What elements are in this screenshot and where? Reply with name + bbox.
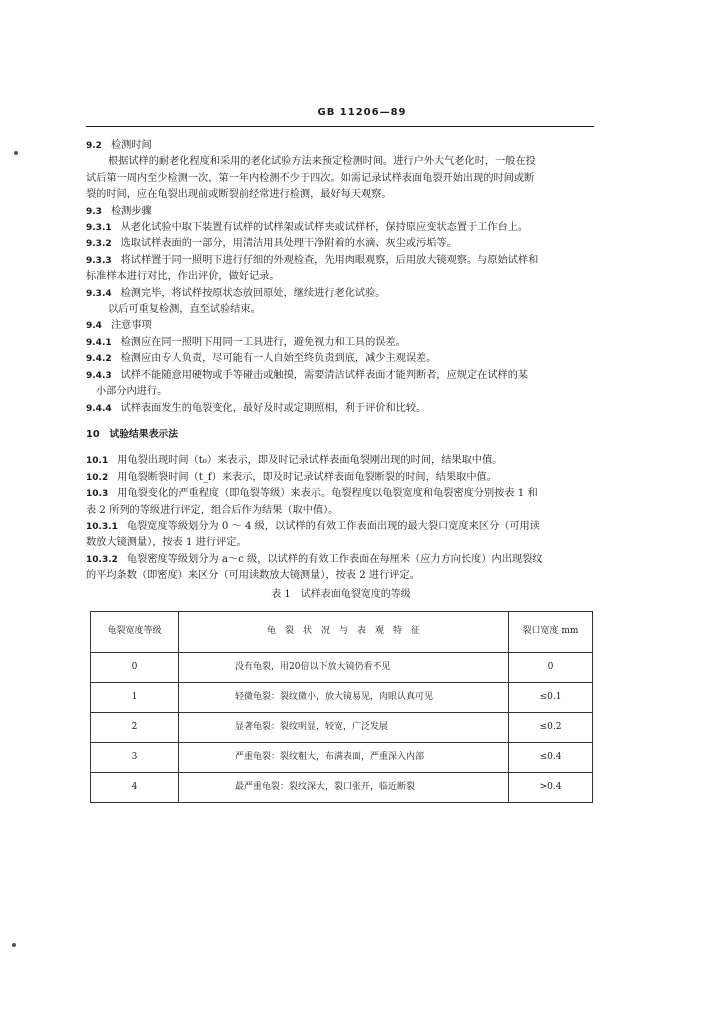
grade-cell: 2: [91, 712, 179, 742]
clause-9-4-4: [86, 401, 596, 417]
table-row: [91, 742, 593, 772]
clause-9-3-1: [86, 220, 596, 236]
clause-number: 9.4.3: [86, 370, 112, 381]
scan-speck: [14, 151, 18, 155]
clause-9-3-3: [86, 253, 596, 269]
clause-number: 10.2: [86, 472, 109, 483]
clause-number: 10.3.1: [86, 521, 118, 532]
clause-text: 检测时间: [110, 140, 152, 151]
clause-text: 注意事项: [110, 320, 152, 332]
paragraph-line: 的平均条数（即密度）来区分（可用读数放大镜测量），按表 2 进行评定。: [86, 570, 420, 582]
clause-9-3-4: [86, 286, 596, 302]
document-body: [86, 138, 596, 803]
section-heading-9-3: [86, 204, 596, 220]
clause-number: 9.4.4: [86, 403, 112, 414]
column-header-description: 龟 裂 状 况 与 表 观 特 征: [179, 611, 509, 652]
clause-10-3-1: [86, 519, 596, 535]
width-cell: ≤0.1: [509, 682, 593, 712]
page-header-doc-code: GB 11206—89: [317, 107, 407, 118]
width-cell: ≤0.2: [509, 712, 593, 742]
clause-number: 9.3.4: [86, 288, 112, 299]
clause-number: 9.2: [86, 141, 102, 151]
section-heading-9-2: [86, 138, 596, 154]
clause-10-3-2: [86, 552, 596, 568]
clause-number: 9.3: [86, 206, 102, 217]
section-heading-10: 10 试验结果表示法: [86, 428, 179, 440]
clause-10-3: [86, 486, 596, 502]
clause-number: 9.4.1: [86, 337, 112, 348]
header-rule: [86, 126, 594, 127]
clause-text: 检测应在同一照明下用同一工具进行，避免视力和工具的误差。: [120, 336, 406, 348]
grade-cell: 1: [91, 682, 179, 712]
clause-number: 10.1: [86, 456, 109, 467]
table-row: [91, 772, 593, 802]
clause-text: 检测步骤: [110, 205, 152, 217]
table-row: [91, 712, 593, 742]
table-row: [91, 682, 593, 712]
grade-cell: 4: [91, 772, 179, 802]
clause-number: 10.3: [86, 489, 109, 500]
clause-number: 9.3.3: [86, 255, 112, 266]
clause-text: 检测应由专人负责，尽可能有一人自始至终负责到底，减少主观误差。: [120, 353, 437, 365]
description-cell: 轻微龟裂：裂纹微小，放大镜易见，肉眼认真可见: [179, 682, 509, 712]
grade-cell: 0: [91, 652, 179, 682]
clause-number: 9.4: [86, 321, 102, 332]
scan-speck: [12, 943, 16, 947]
clause-text: 将试样置于同一照明下进行仔细的外观检查，先用肉眼观察，后用放大镜观察。与原始试样和: [120, 254, 539, 266]
paragraph-line: 以后可重复检测，直至试验结束。: [108, 304, 261, 316]
width-cell: >0.4: [509, 772, 593, 802]
clause-text: 选取试样表面的一部分，用清洁用具处理干净附着的水滴、灰尘或污垢等。: [120, 238, 457, 250]
paragraph-line: 根据试样的耐老化程度和采用的老化试验方法来预定检测时间。进行户外大气老化时，一般在投: [108, 156, 536, 168]
column-header-grade: 龟裂宽度等级: [91, 611, 179, 652]
paragraph-line: 表 2 所列的等级进行评定，组合后作为结果（取中值）。: [86, 504, 339, 516]
clause-text: 用龟裂变化的严重程度（即龟裂等级）来表示。龟裂程度以龟裂宽度和龟裂密度分别按表 1 和: [117, 488, 538, 500]
clause-text: 龟裂密度等级划分为 a～c 级，以试样的有效工作表面在每厘米（应力方向长度）内出现裂纹: [126, 553, 543, 565]
width-cell: 0: [509, 652, 593, 682]
table-caption: 表 1 试样表面龟裂宽度的等级: [271, 588, 411, 600]
clause-10-2: [86, 470, 596, 486]
clause-text: 试样不能随意用硬物或手等碰击或触摸，需要清洁试样表面才能判断者，应规定在试样的某: [120, 369, 529, 381]
paragraph-line: 小部分内进行。: [96, 386, 168, 398]
grade-cell: 3: [91, 742, 179, 772]
clause-9-3-2: [86, 236, 596, 252]
description-cell: 显著龟裂：裂纹明显，较宽，广泛发展: [179, 712, 509, 742]
paragraph-line: 数放大镜测量），按表 1 进行评定。: [86, 537, 247, 549]
table-row: [91, 652, 593, 682]
section-heading-9-4: [86, 318, 596, 334]
clause-10-1: [86, 453, 596, 469]
clause-9-4-2: [86, 351, 596, 367]
clause-text: 龟裂宽度等级划分为 0 ～ 4 级，以试样的有效工作表面出现的最大裂口宽度来区分（可用读: [126, 520, 540, 532]
clause-9-4-3: [86, 368, 596, 384]
clause-number: 9.4.2: [86, 354, 112, 365]
paragraph-line: 标准样本进行对比，作出评价，做好记录。: [86, 271, 280, 283]
paragraph-line: 试后第一周内至少检测一次，第一年内检测不少于四次。如需记录试样表面龟裂开始出现的时间或断: [86, 172, 535, 184]
table-header-row: [91, 611, 593, 652]
clause-text: 用龟裂断裂时间（t_f）来表示，即及时记录试样表面龟裂断裂的时间，结果取中值。: [117, 471, 497, 483]
clause-text: 用龟裂出现时间（t₀）来表示，即及时记录试样表面龟裂刚出现的时间，结果取中值。: [117, 455, 503, 467]
description-cell: 严重龟裂：裂纹粗大，布满表面，严重深入内部: [179, 742, 509, 772]
clause-text: 从老化试验中取下装置有试样的试样架或试样夹或试样杯，保持原应变状态置于工作台上。: [120, 222, 529, 234]
width-cell: ≤0.4: [509, 742, 593, 772]
clause-9-4-1: [86, 335, 596, 351]
column-header-width: 裂口宽度 mm: [509, 611, 593, 652]
description-cell: 没有龟裂，用20倍以下放大镜仍看不见: [179, 652, 509, 682]
description-cell: 最严重龟裂：裂纹深大，裂口张开，临近断裂: [179, 772, 509, 802]
crack-width-grade-table: [90, 611, 593, 803]
clause-number: 10.3.2: [86, 554, 118, 565]
clause-number: 9.3.2: [86, 239, 112, 250]
clause-text: 试样表面发生的龟裂变化，最好及时或定期照相，利于评价和比较。: [120, 402, 427, 414]
clause-text: 检测完毕，将试样按原状态放回原处，继续进行老化试验。: [120, 287, 386, 299]
clause-number: 9.3.1: [86, 223, 112, 234]
paragraph-line: 裂的时间，应在龟裂出现前或断裂前经常进行检测，最好每天观察。: [86, 189, 392, 201]
